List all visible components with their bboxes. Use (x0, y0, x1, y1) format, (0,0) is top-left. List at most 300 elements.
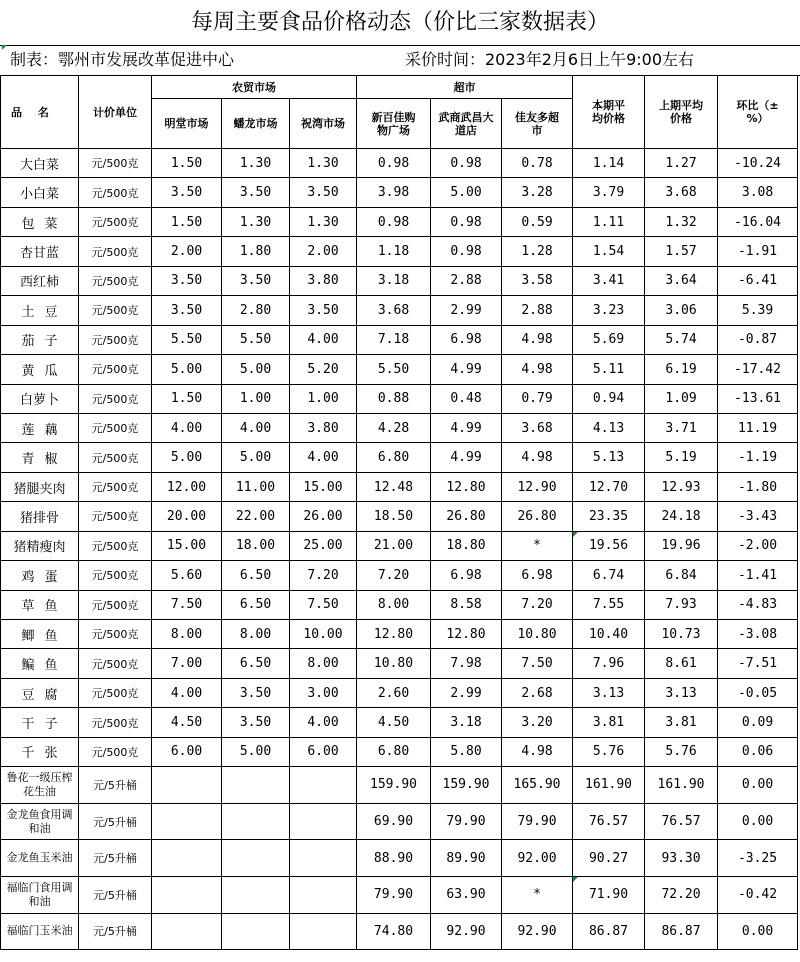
price-cell-s1: 0.88 (357, 384, 431, 413)
table-row (1, 708, 798, 737)
header-supermarket-2: 武商武昌大道店 (431, 99, 502, 149)
table-row (1, 531, 798, 560)
price-cell-cur: 6.74 (573, 561, 645, 590)
price-cell-cur: 7.96 (573, 649, 645, 678)
price-cell-s1: 79.90 (357, 876, 431, 913)
item-unit: 元/500克 (79, 649, 152, 678)
price-cell-cur: 3.41 (573, 266, 645, 295)
table-row (1, 149, 798, 178)
price-cell-last: 1.32 (645, 207, 718, 236)
oil-name: 鲁花一级压榨花生油 (1, 767, 79, 804)
price-cell-m1: 3.50 (152, 178, 222, 207)
price-cell-s1: 18.50 (357, 502, 431, 531)
empty-market-cell (152, 876, 222, 913)
item-name: 杏甘蓝 (1, 237, 79, 266)
price-cell-chg: -4.83 (718, 590, 798, 619)
header-unit: 计价单位 (79, 76, 152, 149)
price-cell-cur: 1.14 (573, 149, 645, 178)
item-unit: 元/500克 (79, 737, 152, 766)
item-name: 草鱼 (1, 590, 79, 619)
price-cell-cur: 90.27 (573, 840, 645, 877)
price-cell-s1: 2.60 (357, 678, 431, 707)
oil-name: 金龙鱼食用调和油 (1, 803, 79, 840)
price-cell-chg: -10.24 (718, 149, 798, 178)
price-cell-s1: 10.80 (357, 649, 431, 678)
price-cell-s1: 5.50 (357, 355, 431, 384)
cell-comment-marker (573, 532, 578, 537)
price-cell-s1: 12.48 (357, 472, 431, 501)
oil-unit: 元/5升桶 (79, 803, 152, 840)
table-row (1, 767, 798, 804)
price-cell-m3: 1.30 (290, 149, 357, 178)
price-cell-last: 72.20 (645, 876, 718, 913)
price-cell-s3: 92.00 (502, 840, 573, 877)
price-cell-s3: 26.80 (502, 502, 573, 531)
price-cell-chg: -6.41 (718, 266, 798, 295)
item-name: 猪排骨 (1, 502, 79, 531)
item-name: 黄瓜 (1, 355, 79, 384)
price-cell-cur: 3.23 (573, 296, 645, 325)
price-cell-s2: 3.18 (431, 708, 502, 737)
header-supermarket-3: 佳友多超市 (502, 99, 573, 149)
item-name: 豆腐 (1, 678, 79, 707)
price-cell-s2: 4.99 (431, 355, 502, 384)
price-cell-last: 10.73 (645, 620, 718, 649)
price-cell-m1: 7.50 (152, 590, 222, 619)
price-cell-last: 19.96 (645, 531, 718, 560)
price-cell-s2: 12.80 (431, 620, 502, 649)
price-cell-s2: 8.58 (431, 590, 502, 619)
price-cell-s2: 2.99 (431, 678, 502, 707)
price-cell-s1: 69.90 (357, 803, 431, 840)
item-unit: 元/500克 (79, 561, 152, 590)
price-cell-m3: 10.00 (290, 620, 357, 649)
price-cell-s1: 3.98 (357, 178, 431, 207)
item-unit: 元/500克 (79, 443, 152, 472)
price-cell-cur: 12.70 (573, 472, 645, 501)
price-cell-m1: 8.00 (152, 620, 222, 649)
price-cell-m3: 2.00 (290, 237, 357, 266)
price-cell-s2: 92.90 (431, 913, 502, 950)
price-cell-cur: 1.11 (573, 207, 645, 236)
price-cell-s1: 6.80 (357, 737, 431, 766)
price-cell-cur: 71.90 (573, 876, 645, 913)
price-cell-m1: 12.00 (152, 472, 222, 501)
empty-market-cell (222, 840, 290, 877)
price-cell-chg: 11.19 (718, 413, 798, 442)
price-cell-m3: 4.00 (290, 325, 357, 354)
price-cell-chg: -0.87 (718, 325, 798, 354)
oil-unit: 元/5升桶 (79, 913, 152, 950)
item-name: 猪精瘦肉 (1, 531, 79, 560)
price-cell-s3: 4.98 (502, 443, 573, 472)
price-cell-m2: 2.80 (222, 296, 290, 325)
price-cell-m3: 6.00 (290, 737, 357, 766)
header-name: 品 名 (1, 76, 79, 149)
price-cell-chg: 0.00 (718, 767, 798, 804)
price-cell-m2: 5.00 (222, 355, 290, 384)
price-cell-last: 1.57 (645, 237, 718, 266)
price-cell-m2: 8.00 (222, 620, 290, 649)
price-cell-s3: 1.28 (502, 237, 573, 266)
price-cell-chg: -1.19 (718, 443, 798, 472)
table-row (1, 266, 798, 295)
price-cell-m3: 4.00 (290, 708, 357, 737)
price-cell-last: 6.84 (645, 561, 718, 590)
price-cell-last: 93.30 (645, 840, 718, 877)
table-row (1, 207, 798, 236)
price-cell-s1: 6.80 (357, 443, 431, 472)
price-cell-chg: 0.06 (718, 737, 798, 766)
item-unit: 元/500克 (79, 178, 152, 207)
price-cell-s3: 0.59 (502, 207, 573, 236)
price-cell-cur: 23.35 (573, 502, 645, 531)
price-cell-last: 7.93 (645, 590, 718, 619)
table-row (1, 649, 798, 678)
price-cell-s3: * (502, 876, 573, 913)
price-cell-chg: 0.00 (718, 803, 798, 840)
empty-market-cell (222, 803, 290, 840)
price-cell-s3: 2.88 (502, 296, 573, 325)
price-cell-cur: 3.81 (573, 708, 645, 737)
price-cell-last: 5.74 (645, 325, 718, 354)
price-cell-s3: 0.78 (502, 149, 573, 178)
price-cell-m3: 3.80 (290, 266, 357, 295)
price-cell-m2: 3.50 (222, 178, 290, 207)
price-cell-m2: 11.00 (222, 472, 290, 501)
cell-comment-marker (573, 877, 578, 882)
item-unit: 元/500克 (79, 472, 152, 501)
price-cell-m3: 3.50 (290, 296, 357, 325)
price-cell-last: 24.18 (645, 502, 718, 531)
price-cell-s3: 7.50 (502, 649, 573, 678)
price-cell-last: 1.27 (645, 149, 718, 178)
price-cell-s2: 6.98 (431, 561, 502, 590)
price-cell-last: 3.68 (645, 178, 718, 207)
price-cell-m1: 5.00 (152, 355, 222, 384)
empty-market-cell (290, 840, 357, 877)
price-cell-chg: 0.09 (718, 708, 798, 737)
item-name: 鲫鱼 (1, 620, 79, 649)
price-cell-cur: 3.13 (573, 678, 645, 707)
item-unit: 元/500克 (79, 502, 152, 531)
table-row (1, 413, 798, 442)
table-row (1, 384, 798, 413)
oil-unit: 元/5升桶 (79, 876, 152, 913)
price-cell-chg: -7.51 (718, 649, 798, 678)
item-name: 千张 (1, 737, 79, 766)
price-cell-s1: 7.20 (357, 561, 431, 590)
header-last-avg: 上期平均价格 (645, 76, 718, 149)
price-cell-s3: 3.68 (502, 413, 573, 442)
price-cell-s1: 88.90 (357, 840, 431, 877)
price-cell-s2: 63.90 (431, 876, 502, 913)
table-row (1, 876, 798, 913)
price-cell-s3: * (502, 531, 573, 560)
price-cell-m3: 3.50 (290, 178, 357, 207)
empty-market-cell (222, 913, 290, 950)
price-cell-s3: 4.98 (502, 355, 573, 384)
table-row (1, 840, 798, 877)
price-cell-m1: 4.00 (152, 413, 222, 442)
price-cell-cur: 5.69 (573, 325, 645, 354)
price-cell-m1: 1.50 (152, 207, 222, 236)
price-cell-last: 3.71 (645, 413, 718, 442)
price-cell-s2: 7.98 (431, 649, 502, 678)
oil-unit: 元/5升桶 (79, 840, 152, 877)
header-market-1: 明堂市场 (152, 99, 222, 149)
price-cell-s2: 79.90 (431, 803, 502, 840)
price-cell-m3: 1.00 (290, 384, 357, 413)
price-cell-m2: 5.00 (222, 443, 290, 472)
price-cell-s3: 12.90 (502, 472, 573, 501)
item-unit: 元/500克 (79, 237, 152, 266)
price-cell-s1: 21.00 (357, 531, 431, 560)
price-cell-last: 6.19 (645, 355, 718, 384)
header-supermarket: 超市 (357, 76, 573, 99)
price-cell-chg: -3.43 (718, 502, 798, 531)
item-name: 小白菜 (1, 178, 79, 207)
price-cell-s3: 3.28 (502, 178, 573, 207)
item-name: 土豆 (1, 296, 79, 325)
empty-market-cell (152, 803, 222, 840)
price-cell-m2: 6.50 (222, 590, 290, 619)
price-cell-chg: -17.42 (718, 355, 798, 384)
price-cell-s2: 89.90 (431, 840, 502, 877)
item-unit: 元/500克 (79, 590, 152, 619)
price-cell-chg: -3.08 (718, 620, 798, 649)
price-cell-last: 3.81 (645, 708, 718, 737)
price-cell-m1: 6.00 (152, 737, 222, 766)
item-name: 鳊鱼 (1, 649, 79, 678)
price-cell-m1: 5.00 (152, 443, 222, 472)
sheet-meta (0, 45, 800, 76)
empty-market-cell (290, 803, 357, 840)
item-unit: 元/500克 (79, 355, 152, 384)
price-cell-last: 161.90 (645, 767, 718, 804)
table-row (1, 355, 798, 384)
table-row (1, 803, 798, 840)
price-cell-cur: 1.54 (573, 237, 645, 266)
price-cell-chg: -1.91 (718, 237, 798, 266)
price-cell-cur: 86.87 (573, 913, 645, 950)
price-cell-s3: 4.98 (502, 737, 573, 766)
price-cell-m2: 1.00 (222, 384, 290, 413)
price-cell-last: 5.19 (645, 443, 718, 472)
table-row (1, 472, 798, 501)
header-market-3: 祝湾市场 (290, 99, 357, 149)
price-cell-m1: 15.00 (152, 531, 222, 560)
price-cell-m3: 26.00 (290, 502, 357, 531)
price-cell-s1: 3.18 (357, 266, 431, 295)
price-cell-m1: 2.00 (152, 237, 222, 266)
table-row (1, 502, 798, 531)
price-cell-s1: 8.00 (357, 590, 431, 619)
price-cell-s2: 0.98 (431, 207, 502, 236)
price-cell-chg: -2.00 (718, 531, 798, 560)
price-cell-cur: 4.13 (573, 413, 645, 442)
item-unit: 元/500克 (79, 296, 152, 325)
price-cell-cur: 3.79 (573, 178, 645, 207)
price-cell-last: 5.76 (645, 737, 718, 766)
item-name: 大白菜 (1, 149, 79, 178)
item-name: 包菜 (1, 207, 79, 236)
price-cell-m3: 3.80 (290, 413, 357, 442)
price-cell-s3: 165.90 (502, 767, 573, 804)
price-cell-s3: 6.98 (502, 561, 573, 590)
price-cell-cur: 5.13 (573, 443, 645, 472)
oil-name: 福临门食用调和油 (1, 876, 79, 913)
header-market-2: 蟠龙市场 (222, 99, 290, 149)
price-cell-m2: 4.00 (222, 413, 290, 442)
header-supermarket-1: 新百佳购物广场 (357, 99, 431, 149)
price-cell-m3: 7.20 (290, 561, 357, 590)
item-unit: 元/500克 (79, 678, 152, 707)
header-farmers-market: 农贸市场 (152, 76, 357, 99)
price-cell-s1: 4.50 (357, 708, 431, 737)
table-row (1, 237, 798, 266)
price-cell-s1: 1.18 (357, 237, 431, 266)
price-cell-m2: 18.00 (222, 531, 290, 560)
price-cell-m2: 3.50 (222, 708, 290, 737)
price-cell-s2: 26.80 (431, 502, 502, 531)
header-change: 环比（±%） (718, 76, 798, 149)
price-cell-m2: 6.50 (222, 649, 290, 678)
price-cell-last: 3.06 (645, 296, 718, 325)
price-cell-m2: 5.00 (222, 737, 290, 766)
price-cell-last: 1.09 (645, 384, 718, 413)
item-name: 白萝卜 (1, 384, 79, 413)
price-cell-s1: 74.80 (357, 913, 431, 950)
oil-unit: 元/5升桶 (79, 767, 152, 804)
price-cell-m1: 4.50 (152, 708, 222, 737)
item-name: 青椒 (1, 443, 79, 472)
price-cell-s1: 4.28 (357, 413, 431, 442)
header-current-avg: 本期平均价格 (573, 76, 645, 149)
price-cell-m2: 1.30 (222, 149, 290, 178)
price-cell-cur: 19.56 (573, 531, 645, 560)
price-cell-cur: 76.57 (573, 803, 645, 840)
table-row (1, 913, 798, 950)
price-cell-m1: 7.00 (152, 649, 222, 678)
price-cell-chg: -1.41 (718, 561, 798, 590)
empty-market-cell (152, 840, 222, 877)
price-cell-last: 12.93 (645, 472, 718, 501)
price-cell-s1: 0.98 (357, 207, 431, 236)
price-cell-s1: 7.18 (357, 325, 431, 354)
price-cell-s1: 159.90 (357, 767, 431, 804)
price-cell-m2: 1.30 (222, 207, 290, 236)
price-cell-s3: 2.68 (502, 678, 573, 707)
price-cell-last: 3.13 (645, 678, 718, 707)
price-cell-cur: 5.76 (573, 737, 645, 766)
oil-name: 福临门玉米油 (1, 913, 79, 950)
price-cell-m2: 3.50 (222, 678, 290, 707)
price-cell-chg: -0.42 (718, 876, 798, 913)
price-cell-cur: 161.90 (573, 767, 645, 804)
survey-time-label: 采价时间：2023年2月6日上午9:00左右 (405, 50, 695, 69)
price-cell-m2: 6.50 (222, 561, 290, 590)
price-cell-s2: 5.00 (431, 178, 502, 207)
empty-market-cell (152, 913, 222, 950)
price-cell-s2: 0.98 (431, 237, 502, 266)
price-cell-s2: 12.80 (431, 472, 502, 501)
price-cell-s2: 0.48 (431, 384, 502, 413)
price-cell-s1: 0.98 (357, 149, 431, 178)
price-cell-m3: 25.00 (290, 531, 357, 560)
price-cell-m1: 1.50 (152, 384, 222, 413)
price-cell-m3: 5.20 (290, 355, 357, 384)
price-cell-s3: 92.90 (502, 913, 573, 950)
price-cell-s1: 12.80 (357, 620, 431, 649)
price-cell-m1: 3.50 (152, 296, 222, 325)
price-cell-s2: 2.99 (431, 296, 502, 325)
empty-market-cell (222, 876, 290, 913)
price-cell-s2: 6.98 (431, 325, 502, 354)
price-cell-m2: 5.50 (222, 325, 290, 354)
price-cell-chg: 0.00 (718, 913, 798, 950)
price-cell-chg: -3.25 (718, 840, 798, 877)
table-row (1, 443, 798, 472)
price-cell-s2: 18.80 (431, 531, 502, 560)
price-cell-s2: 4.99 (431, 413, 502, 442)
price-cell-m3: 1.30 (290, 207, 357, 236)
price-cell-m3: 15.00 (290, 472, 357, 501)
table-row (1, 620, 798, 649)
price-cell-m1: 5.60 (152, 561, 222, 590)
price-cell-s2: 5.80 (431, 737, 502, 766)
price-cell-cur: 5.11 (573, 355, 645, 384)
price-cell-m3: 7.50 (290, 590, 357, 619)
price-cell-m2: 22.00 (222, 502, 290, 531)
item-unit: 元/500克 (79, 325, 152, 354)
price-cell-s3: 3.58 (502, 266, 573, 295)
item-unit: 元/500克 (79, 620, 152, 649)
empty-market-cell (290, 767, 357, 804)
price-cell-m2: 1.80 (222, 237, 290, 266)
price-cell-cur: 0.94 (573, 384, 645, 413)
table-row (1, 737, 798, 766)
price-cell-s3: 7.20 (502, 590, 573, 619)
item-name: 猪腿夹肉 (1, 472, 79, 501)
compiler-label: 制表：鄂州市发展改革促进中心 (10, 50, 235, 69)
sheet-title: 每周主要食品价格动态（价比三家数据表） (0, 0, 800, 46)
price-cell-m1: 20.00 (152, 502, 222, 531)
price-cell-s3: 79.90 (502, 803, 573, 840)
oil-name: 金龙鱼玉米油 (1, 840, 79, 877)
item-name: 莲藕 (1, 413, 79, 442)
price-cell-s2: 159.90 (431, 767, 502, 804)
item-name: 西红柿 (1, 266, 79, 295)
item-name: 茄子 (1, 325, 79, 354)
table-row (1, 325, 798, 354)
price-table (0, 75, 798, 950)
price-cell-s3: 0.79 (502, 384, 573, 413)
price-cell-s3: 10.80 (502, 620, 573, 649)
table-row (1, 678, 798, 707)
item-unit: 元/500克 (79, 266, 152, 295)
price-cell-m1: 1.50 (152, 149, 222, 178)
price-cell-s1: 3.68 (357, 296, 431, 325)
price-cell-s2: 2.88 (431, 266, 502, 295)
empty-market-cell (152, 767, 222, 804)
price-cell-chg: 5.39 (718, 296, 798, 325)
price-cell-s2: 4.99 (431, 443, 502, 472)
empty-market-cell (290, 913, 357, 950)
price-cell-m1: 3.50 (152, 266, 222, 295)
price-cell-s3: 4.98 (502, 325, 573, 354)
item-unit: 元/500克 (79, 413, 152, 442)
